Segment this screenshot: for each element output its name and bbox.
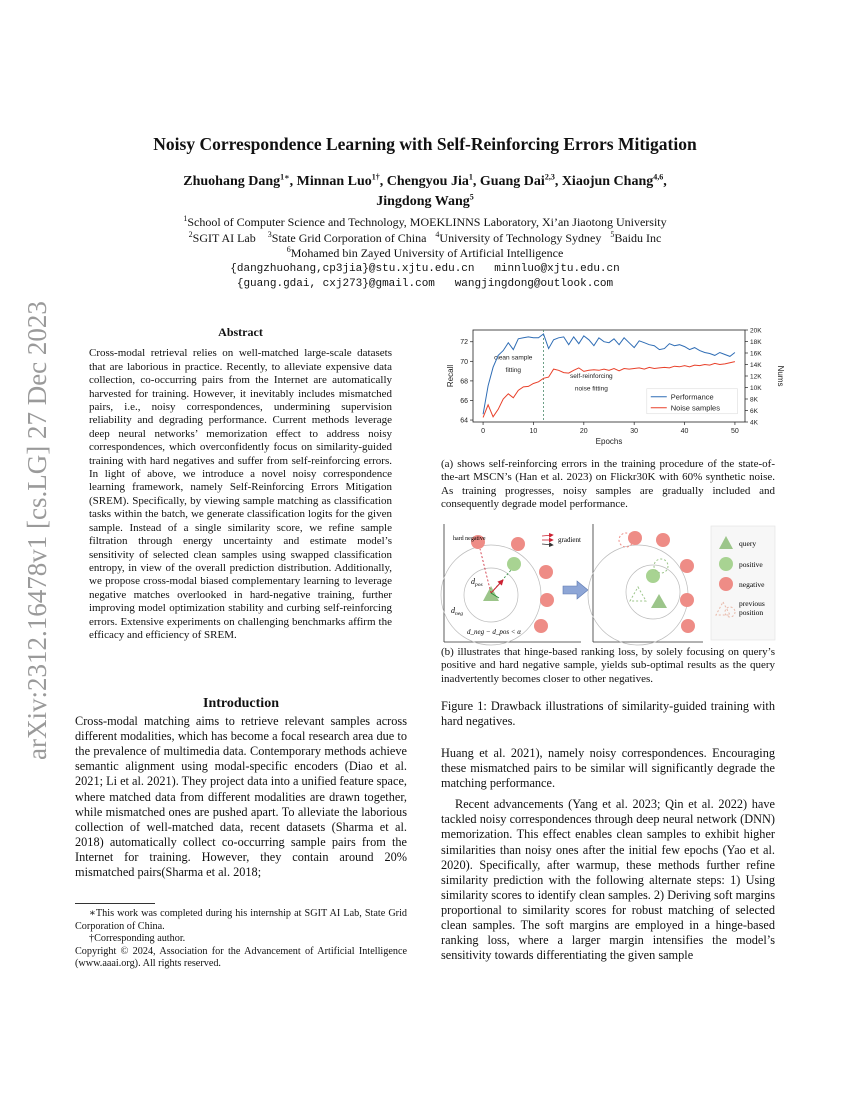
author-affiliation-mark: 4,6 — [653, 172, 664, 182]
y-tick-label: 70 — [460, 358, 468, 366]
negative-marker — [656, 533, 670, 547]
x-tick-label: 50 — [731, 428, 739, 435]
annotation-clean-1: clean sample — [494, 354, 533, 362]
abstract-section — [89, 326, 392, 642]
negative-marker — [628, 531, 642, 545]
author-name: Jingdong Wang — [376, 194, 470, 209]
negative-marker — [511, 537, 525, 551]
diagram-legend — [711, 526, 775, 640]
x-tick-label: 0 — [481, 428, 486, 435]
hinge-loss-diagram — [441, 522, 777, 644]
negative-marker — [539, 565, 553, 579]
negative-marker — [681, 619, 695, 633]
positive-marker — [646, 569, 660, 583]
paragraph-1: Huang et al. 2021), namely noisy correspondences. Encouraging these mismatched pairs to be similar will significantly degrade the matching performance. — [441, 746, 775, 791]
author-line-2 — [80, 192, 770, 212]
author-name: Zhuohang Dang — [183, 174, 281, 189]
author-name: Minnan Luo — [296, 174, 372, 189]
intro-heading: Introduction — [203, 696, 279, 711]
footnote-rule — [75, 903, 155, 904]
author-affiliation-mark: 5 — [469, 192, 474, 202]
abstract-heading: Abstract — [218, 325, 263, 339]
footnotes — [75, 908, 407, 971]
x-axis-label: Epochs — [595, 437, 623, 446]
author-affiliation-mark: 1∗ — [280, 172, 290, 182]
legend-previous: previous position — [739, 599, 765, 617]
annotation-clean-2: fitting — [505, 367, 522, 375]
arxiv-stamp: arXiv:2312.16478v1 [cs.LG] 27 Dec 2023 — [22, 301, 52, 760]
negative-marker — [540, 593, 554, 607]
author-name: Xiaojun Chang — [561, 174, 654, 189]
caption-b: (b) illustrates that hinge-based ranking loss, by solely focusing on query’s positive and hard negative sample, yields sub-optimal results as the query inadvertently becomes closer to other negatives. — [441, 646, 775, 685]
author-name: Chengyou Jia — [386, 174, 469, 189]
author-affiliation-mark: 1† — [371, 172, 380, 182]
query-marker — [651, 594, 667, 608]
author-affiliation-mark: 2,3 — [544, 172, 555, 182]
positive-marker — [507, 557, 521, 571]
y-tick-label: 72 — [460, 339, 468, 347]
legend-query: query — [739, 539, 757, 548]
recall-chart — [440, 326, 785, 448]
y-tick-label: 64 — [460, 417, 468, 425]
left-panel — [441, 524, 581, 645]
email-line-2: {guang.gdai, cxj273}@gmail.com wangjingdong@outlook.com — [236, 278, 614, 290]
y2-tick-label: 4K — [750, 419, 758, 427]
paragraph-2: Recent advancements (Yang et al. 2023; Qin et al. 2022) have tackled noisy correspondences through deep neural network (DNN) memorization. This effect enables clean samples to exhibit higher similarities than noisy ones after the initial few epochs (Yao et al. 2020). Specifically, after warmup, these methods further refine similarity prediction with the following alternate steps: 1) Using similarity scores to identify clean samples. 2) Deriving soft margins proportional to similarity scores for robust matching of selected clean samples. The soft margins are employed in a hinge-based ranking loss, where a larger margin intensifies the model’s sensitivity towards differentiating the given sample — [441, 797, 775, 963]
author-name: Guang Dai — [479, 174, 545, 189]
affiliations — [80, 215, 770, 293]
legend-label: Noise samples — [670, 403, 720, 413]
y2-axis-label: Nums — [776, 365, 785, 387]
annotation-noise-2: noise fitting — [574, 385, 608, 393]
y2-tick-label: 10K — [750, 385, 762, 392]
right-panel — [588, 524, 703, 645]
d-pos-label: $d_{pos}$ — [471, 577, 483, 588]
email-line-1: {dangzhuohang,cp3jia}@stu.xjtu.edu.cn minnluo@xjtu.edu.cn — [230, 262, 620, 275]
y2-tick-label: 6K — [750, 408, 758, 415]
y2-tick-label: 8K — [750, 396, 758, 404]
author-affiliation-mark: 1 — [468, 172, 473, 182]
y2-tick-label: 16K — [750, 350, 762, 358]
y-tick-label: 68 — [460, 378, 468, 386]
margin-expression: d_neg − d_pos < α — [467, 628, 521, 636]
negative-marker — [534, 619, 548, 633]
copyright: Copyright © 2024, Association for the Advancement of Artificial Intelligence (www.aaai.org). All rights reserved. — [75, 945, 407, 969]
negative-marker — [680, 593, 694, 607]
intro-text: Cross-modal matching aims to retrieve relevant samples across different modalities, which has become a focal research area due to the prevalence of multimedia data. Contemporary methods achieve semantic alignment using modal-specific encoders (Diao et al. 2021; Li et al. 2021). They project data into a unified feature space, where matched data from different modalities are drawn together, while mismatched ones are pushed apart. To alleviate the laborious collection of well-matched data, recent datasets (Sharma et al. 2018) automatically collect co-occurring sample pairs from the Internet for training. However, they contain around 20% mismatched pairs(Sharma et al. 2018; — [75, 714, 408, 880]
y-tick-label: 66 — [460, 397, 468, 405]
x-tick-label: 10 — [529, 428, 538, 435]
y2-tick-label: 20K — [750, 327, 762, 335]
y2-tick-label: 14K — [750, 362, 762, 369]
affiliation-line-3: $^6$Mohamed bin Zayed University of Artificial Intelligence — [286, 245, 564, 260]
transition-arrow-icon — [563, 581, 588, 599]
negative-marker — [680, 559, 694, 573]
hard-negative-label: hard negative — [453, 536, 486, 542]
legend-positive: positive — [739, 560, 763, 569]
affiliation-line-2: $^2$SGIT AI Lab $^3$State Grid Corporation of China $^4$University of Technology Sydney $^5$Baidu Inc — [188, 229, 662, 245]
legend-negative: negative — [739, 580, 765, 589]
legend-label: Performance — [670, 392, 714, 402]
gradient-label: gradient — [558, 536, 581, 544]
y2-tick-label: 12K — [750, 373, 762, 381]
x-tick-label: 30 — [630, 428, 639, 435]
footnote-1: ∗This work was completed during his internship at SGIT AI Lab, State Grid Corporation of China. — [75, 908, 407, 932]
footnote-2: †Corresponding author. — [89, 933, 186, 944]
affiliation-line-1: $^1$School of Computer Science and Technology, MOEKLINNS Laboratory, Xi’an Jiaotong University — [183, 214, 667, 229]
intro-section — [75, 696, 407, 880]
author-list — [80, 172, 770, 212]
y2-tick-label: 18K — [750, 339, 762, 346]
author-line-1: Zhuohang Dang$^{1∗}$, Minnan Luo$^{1\dagger}$, Chengyou Jia$^1$, Guang Dai$^{2,3}$, Xiaojun Chang$^{4,6}$, — [183, 172, 667, 189]
y-axis-label: Recall — [446, 364, 455, 388]
d-neg-label: $d_{neg}$ — [451, 606, 463, 617]
x-tick-label: 40 — [680, 428, 689, 435]
paper-title: Noisy Correspondence Learning with Self-Reinforcing Errors Mitigation — [153, 134, 697, 154]
abstract-text: Cross-modal retrieval relies on well-matched large-scale datasets that are laborious in practice. Recently, to alleviate expensive data collection, co-occurring pairs from the Internet are automatically harvested for training. However, it inevitably includes mismatched pairs, i.e., noisy correspondences, undermining supervision reliability and degrading performance. Current methods leverage deep neural networks’ memorization effect to address noisy correspondences, which overconfidently focus on similarity-guided training with hard negatives and suffer from self-reinforcing errors. In light of above, we introduce a novel noisy correspondence learning framework, namely Self-Reinforcing Errors Mitigation (SREM). Specifically, by viewing sample matching as classification tasks within the batch, we generate classification logits for the given sample. Instead of a single similarity score, we refine sample filtration through energy uncertainty and estimate model’s sensitivity of selected clean samples using swapped classification entropy, in view of the overall prediction distribution. Additionally, we propose cross-modal biased complementary learning to leverage negative matches overlooked in hard-negative training, further improving model optimization stability and curbing self-reinforcing errors. Extensive experiments on challenging benchmarks affirm the efficacy and efficiency of SREM. — [89, 347, 392, 641]
x-tick-label: 20 — [579, 428, 588, 435]
annotation-noise-1: self-reinforcing — [570, 372, 613, 380]
right-column-text — [441, 746, 775, 963]
caption-a: (a) shows self-reinforcing errors in the training procedure of the state-of-the-art MSCN’s (Han et al. 2023) on Flickr30K with 60% synthetic noise. As training progresses, noisy samples are gradually included and consequently degrade model performance. — [441, 458, 775, 510]
figure-caption: Figure 1: Drawback illustrations of similarity-guided training with hard negatives. — [441, 699, 775, 729]
